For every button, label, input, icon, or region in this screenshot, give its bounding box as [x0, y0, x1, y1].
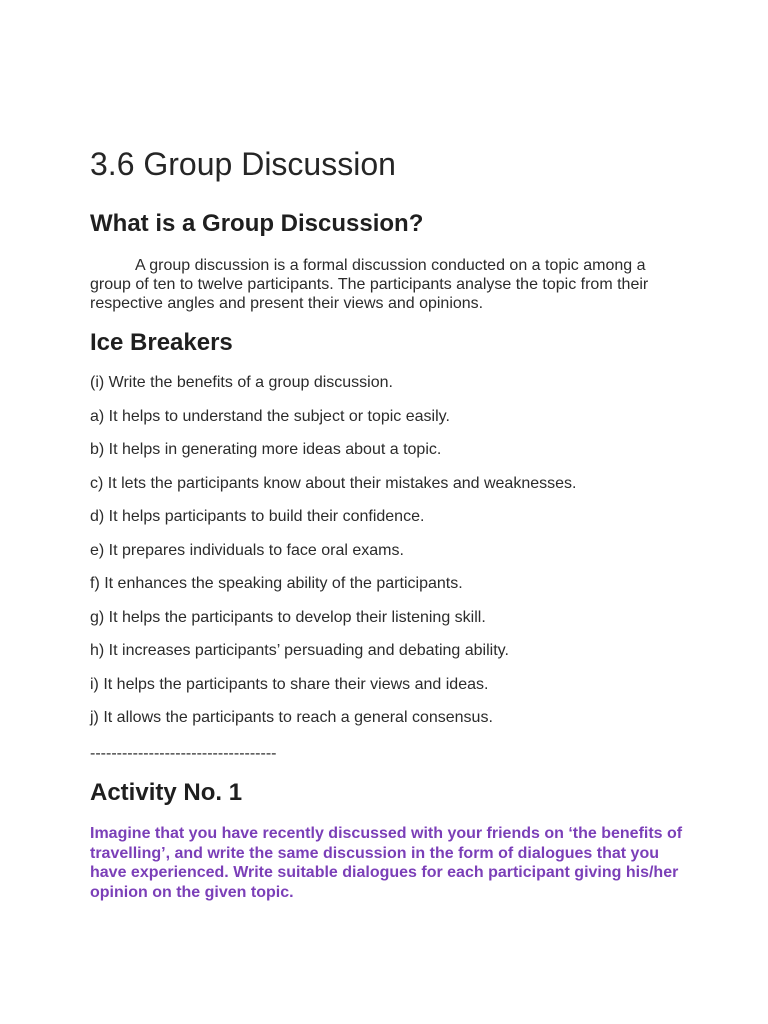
list-item-h: h) It increases participants’ persuading and debating ability. — [90, 642, 509, 659]
list-item-d: d) It helps participants to build their confidence. — [90, 508, 425, 525]
list-item-i: i) It helps the participants to share their views and ideas. — [90, 676, 489, 693]
list-item-c: c) It lets the participants know about their mistakes and weaknesses. — [90, 475, 577, 492]
divider-line: ----------------------------------- — [90, 745, 277, 762]
intro-paragraph: A group discussion is a formal discussion conducted on a topic among a group of ten to twelve participants. The participants analyse the topic from their respective angles and present their views and opinions. — [90, 257, 649, 312]
list-item-b: b) It helps in generating more ideas about a topic. — [90, 441, 442, 458]
ice-breakers-heading: Ice Breakers — [90, 329, 233, 356]
list-item-f: f) It enhances the speaking ability of the participants. — [90, 575, 463, 592]
activity-instructions: Imagine that you have recently discussed with your friends on ‘the benefits of travelling’, and write the same discussion in the form of dialogues that you have experienced. Write suitable dialogues for each participant giving his/her opinion on the given topic. — [90, 825, 683, 901]
list-item-a: a) It helps to understand the subject or topic easily. — [90, 408, 450, 425]
list-item-j: j) It allows the participants to reach a general consensus. — [90, 709, 493, 726]
list-item-g: g) It helps the participants to develop their listening skill. — [90, 609, 486, 626]
activity-heading: Activity No. 1 — [90, 779, 243, 806]
list-item-e: e) It prepares individuals to face oral exams. — [90, 542, 404, 559]
ice-breakers-question: (i) Write the benefits of a group discussion. — [90, 374, 393, 391]
what-is-heading: What is a Group Discussion? — [90, 210, 424, 237]
section-title: 3.6 Group Discussion — [90, 146, 396, 182]
